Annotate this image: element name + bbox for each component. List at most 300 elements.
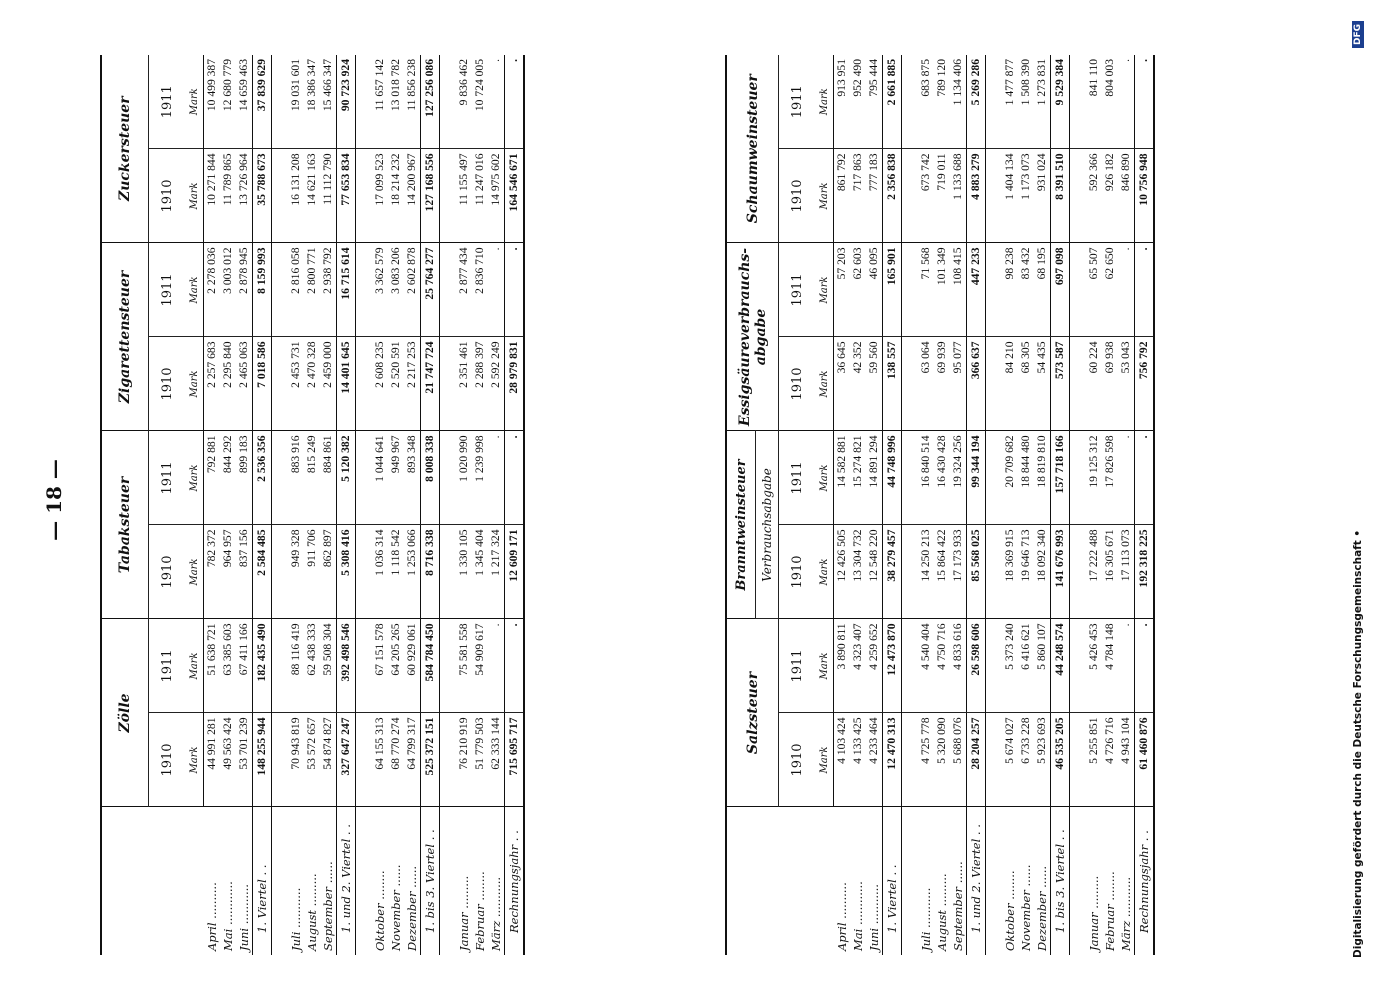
value-cell: 14 659 463 bbox=[236, 55, 253, 149]
row-label: Mai ............ bbox=[851, 881, 865, 951]
value-cell: 141 676 993 bbox=[1051, 525, 1070, 619]
subtotal-row bbox=[967, 55, 986, 955]
value-cell: 25 764 277 bbox=[421, 243, 440, 337]
value-cell: 14 250 213 bbox=[918, 525, 934, 619]
row-label: September ...... bbox=[951, 861, 965, 951]
value-cell: 12 470 313 bbox=[883, 713, 902, 807]
row-label: November ...... bbox=[389, 864, 403, 951]
value-cell: 2 470 328 bbox=[304, 337, 320, 431]
value-cell: 164 546 671 bbox=[505, 149, 525, 243]
value-cell: 804 003 bbox=[1102, 55, 1118, 149]
year-header: 1911 bbox=[149, 619, 186, 713]
row-label: 1. Viertel . . bbox=[253, 807, 272, 955]
value-cell: 8 391 510 bbox=[1051, 149, 1070, 243]
value-cell: 11 657 142 bbox=[372, 55, 388, 149]
value-cell: 98 238 bbox=[1002, 243, 1018, 337]
unit-label: Mark bbox=[185, 337, 204, 431]
value-cell: 53 701 239 bbox=[236, 713, 253, 807]
value-cell: 2 800 771 bbox=[304, 243, 320, 337]
table-row bbox=[866, 55, 883, 955]
subtotal-row bbox=[505, 55, 525, 955]
value-cell: 931 024 bbox=[1034, 149, 1051, 243]
value-cell: 85 568 025 bbox=[967, 525, 986, 619]
value-cell: 17 222 488 bbox=[1086, 525, 1102, 619]
value-cell: 2 465 063 bbox=[236, 337, 253, 431]
value-cell: 841 110 bbox=[1086, 55, 1102, 149]
row-label: Rechnungsjahr . . bbox=[1135, 807, 1155, 955]
value-cell: 792 881 bbox=[204, 431, 221, 525]
value-cell: 2 816 058 bbox=[288, 243, 304, 337]
value-cell: 138 557 bbox=[883, 337, 902, 431]
value-cell: 697 098 bbox=[1051, 243, 1070, 337]
group-header: Zigarettensteuer bbox=[101, 243, 149, 431]
year-header: 1910 bbox=[149, 713, 186, 807]
row-label: November ...... bbox=[1019, 864, 1033, 951]
value-cell: 4 233 464 bbox=[866, 713, 883, 807]
year-header: 1910 bbox=[779, 337, 816, 431]
value-cell: 1 036 314 bbox=[372, 525, 388, 619]
value-cell: 1 253 066 bbox=[404, 525, 421, 619]
table-row bbox=[934, 55, 950, 955]
value-cell: 11 856 238 bbox=[404, 55, 421, 149]
value-cell: 62 333 144 bbox=[488, 713, 505, 807]
subtotal-row bbox=[1051, 55, 1070, 955]
value-cell: 4 323 407 bbox=[850, 619, 866, 713]
value-cell: 16 131 208 bbox=[288, 149, 304, 243]
group-header-row bbox=[726, 55, 756, 955]
subtotal-row bbox=[883, 55, 902, 955]
value-cell: 11 247 016 bbox=[472, 149, 488, 243]
value-cell: 69 938 bbox=[1102, 337, 1118, 431]
unit-label: Mark bbox=[815, 337, 834, 431]
year-header: 1910 bbox=[149, 525, 186, 619]
value-cell: 4 883 279 bbox=[967, 149, 986, 243]
value-cell: 83 432 bbox=[1018, 243, 1034, 337]
row-label: Juli ........... bbox=[289, 887, 303, 951]
value-cell: 19 125 312 bbox=[1086, 431, 1102, 525]
value-cell: 46 535 205 bbox=[1051, 713, 1070, 807]
unit-label: Mark bbox=[185, 55, 204, 149]
year-header: 1911 bbox=[779, 243, 816, 337]
value-cell: 63 385 603 bbox=[220, 619, 236, 713]
value-cell: 2 278 036 bbox=[204, 243, 221, 337]
value-cell: 789 120 bbox=[934, 55, 950, 149]
table-row bbox=[304, 55, 320, 955]
value-cell: 795 444 bbox=[866, 55, 883, 149]
value-cell: 1 133 688 bbox=[950, 149, 967, 243]
table-row bbox=[850, 55, 866, 955]
value-cell: 949 328 bbox=[288, 525, 304, 619]
unit-label: Mark bbox=[815, 619, 834, 713]
value-cell: 777 183 bbox=[866, 149, 883, 243]
value-cell: 592 366 bbox=[1086, 149, 1102, 243]
value-cell: 64 155 313 bbox=[372, 713, 388, 807]
table-row bbox=[1086, 55, 1102, 955]
year-header: 1911 bbox=[779, 55, 816, 149]
stub-header bbox=[101, 807, 204, 955]
value-cell: 17 173 933 bbox=[950, 525, 967, 619]
value-cell: 26 598 606 bbox=[967, 619, 986, 713]
spacer-row bbox=[1070, 55, 1087, 955]
unit-label: Mark bbox=[815, 525, 834, 619]
value-cell: 1 273 831 bbox=[1034, 55, 1051, 149]
value-cell: 19 646 713 bbox=[1018, 525, 1034, 619]
value-cell: . bbox=[1118, 55, 1135, 149]
value-cell: 893 348 bbox=[404, 431, 421, 525]
value-cell: 65 507 bbox=[1086, 243, 1102, 337]
value-cell: 68 770 274 bbox=[388, 713, 404, 807]
group-header: Schaumweinsteuer bbox=[726, 55, 779, 243]
row-label: März ........... bbox=[489, 876, 503, 951]
value-cell: 4 750 716 bbox=[934, 619, 950, 713]
value-cell: 16 305 671 bbox=[1102, 525, 1118, 619]
unit-label: Mark bbox=[185, 431, 204, 525]
year-header: 1911 bbox=[149, 55, 186, 149]
value-cell: 3 083 206 bbox=[388, 243, 404, 337]
row-label: Januar ......... bbox=[1087, 875, 1101, 951]
year-header: 1910 bbox=[149, 149, 186, 243]
value-cell: . bbox=[488, 243, 505, 337]
unit-label: Mark bbox=[185, 713, 204, 807]
value-cell: 16 715 614 bbox=[337, 243, 356, 337]
value-cell: 1 044 641 bbox=[372, 431, 388, 525]
value-cell: 884 861 bbox=[320, 431, 337, 525]
value-cell: 12 548 220 bbox=[866, 525, 883, 619]
value-cell: 10 724 005 bbox=[472, 55, 488, 149]
value-cell: 8 008 338 bbox=[421, 431, 440, 525]
value-cell: 2 592 249 bbox=[488, 337, 505, 431]
row-label: August ......... bbox=[935, 873, 949, 951]
value-cell: 5 255 851 bbox=[1086, 713, 1102, 807]
value-cell: 44 248 574 bbox=[1051, 619, 1070, 713]
value-cell: 14 200 967 bbox=[404, 149, 421, 243]
value-cell: 5 674 027 bbox=[1002, 713, 1018, 807]
value-cell: 5 860 107 bbox=[1034, 619, 1051, 713]
value-cell: 2 536 356 bbox=[253, 431, 272, 525]
value-cell: 51 779 503 bbox=[472, 713, 488, 807]
row-label: April .......... bbox=[204, 882, 219, 951]
value-cell: 2 459 000 bbox=[320, 337, 337, 431]
value-cell: 5 308 416 bbox=[337, 525, 356, 619]
unit-label: Mark bbox=[185, 619, 204, 713]
subtotal-row bbox=[1135, 55, 1155, 955]
value-cell: 1 345 404 bbox=[472, 525, 488, 619]
value-cell: 61 460 876 bbox=[1135, 713, 1155, 807]
value-cell: 57 203 bbox=[834, 243, 851, 337]
value-cell: 715 695 717 bbox=[505, 713, 525, 807]
value-cell: 12 473 870 bbox=[883, 619, 902, 713]
row-label: Oktober ........ bbox=[1003, 870, 1017, 951]
unit-label: Mark bbox=[185, 525, 204, 619]
subtotal-row bbox=[253, 55, 272, 955]
value-cell: 4 259 652 bbox=[866, 619, 883, 713]
row-label: Februar ........ bbox=[473, 871, 487, 951]
row-label: März ........... bbox=[1119, 876, 1133, 951]
row-label: Oktober ........ bbox=[373, 870, 387, 951]
value-cell: . bbox=[1135, 55, 1155, 149]
value-cell: 75 581 558 bbox=[456, 619, 472, 713]
value-cell: 2 584 485 bbox=[253, 525, 272, 619]
value-cell: 673 742 bbox=[918, 149, 934, 243]
stub-header bbox=[726, 807, 834, 955]
value-cell: 4 726 716 bbox=[1102, 713, 1118, 807]
value-cell: 90 723 924 bbox=[337, 55, 356, 149]
value-cell: 60 929 061 bbox=[404, 619, 421, 713]
value-cell: 62 438 333 bbox=[304, 619, 320, 713]
year-header: 1911 bbox=[779, 619, 816, 713]
value-cell: 3 003 012 bbox=[220, 243, 236, 337]
value-cell: 14 621 163 bbox=[304, 149, 320, 243]
value-cell: 719 011 bbox=[934, 149, 950, 243]
value-cell: 525 372 151 bbox=[421, 713, 440, 807]
table-row bbox=[236, 55, 253, 955]
value-cell: 59 560 bbox=[866, 337, 883, 431]
row-label: April .......... bbox=[834, 882, 849, 951]
spacer-row bbox=[902, 55, 919, 955]
sub-header: Verbrauchsabgabe bbox=[756, 431, 779, 619]
value-cell: 2 288 397 bbox=[472, 337, 488, 431]
value-cell: 5 373 240 bbox=[1002, 619, 1018, 713]
value-cell: 4 540 404 bbox=[918, 619, 934, 713]
value-cell: 3 362 579 bbox=[372, 243, 388, 337]
value-cell: 1 020 990 bbox=[456, 431, 472, 525]
value-cell: 59 508 304 bbox=[320, 619, 337, 713]
value-cell: 37 839 629 bbox=[253, 55, 272, 149]
value-cell: 11 155 497 bbox=[456, 149, 472, 243]
value-cell: . bbox=[1118, 619, 1135, 713]
table-row bbox=[1118, 55, 1135, 955]
year-header: 1911 bbox=[779, 431, 816, 525]
spacer-row bbox=[986, 55, 1003, 955]
unit-label: Mark bbox=[185, 149, 204, 243]
value-cell: 815 249 bbox=[304, 431, 320, 525]
unit-label: Mark bbox=[815, 431, 834, 525]
value-cell: 756 792 bbox=[1135, 337, 1155, 431]
table-row bbox=[1002, 55, 1018, 955]
row-label: 1. und 2. Viertel . . bbox=[967, 807, 986, 955]
value-cell: 99 344 194 bbox=[967, 431, 986, 525]
value-cell: 62 650 bbox=[1102, 243, 1118, 337]
row-label: Dezember ...... bbox=[405, 865, 419, 951]
unit-label: Mark bbox=[185, 243, 204, 337]
value-cell: 18 369 915 bbox=[1002, 525, 1018, 619]
value-cell: 88 116 419 bbox=[288, 619, 304, 713]
value-cell: 573 587 bbox=[1051, 337, 1070, 431]
value-cell: 952 490 bbox=[850, 55, 866, 149]
value-cell: . bbox=[1135, 431, 1155, 525]
value-cell: 899 183 bbox=[236, 431, 253, 525]
value-cell: 70 943 819 bbox=[288, 713, 304, 807]
table-row bbox=[388, 55, 404, 955]
table-row bbox=[288, 55, 304, 955]
value-cell: 54 909 617 bbox=[472, 619, 488, 713]
value-cell: 95 077 bbox=[950, 337, 967, 431]
spacer-row bbox=[440, 55, 457, 955]
value-cell: 165 901 bbox=[883, 243, 902, 337]
value-cell: 18 092 340 bbox=[1034, 525, 1051, 619]
table-row bbox=[456, 55, 472, 955]
table-row bbox=[834, 55, 851, 955]
value-cell: 8 716 338 bbox=[421, 525, 440, 619]
value-cell: 2 356 838 bbox=[883, 149, 902, 243]
group-header-row bbox=[101, 55, 149, 955]
value-cell: 76 210 919 bbox=[456, 713, 472, 807]
value-cell: 1 173 073 bbox=[1018, 149, 1034, 243]
value-cell: 62 603 bbox=[850, 243, 866, 337]
value-cell: . bbox=[488, 619, 505, 713]
page-number: — 18 — bbox=[42, 459, 66, 541]
value-cell: 926 182 bbox=[1102, 149, 1118, 243]
value-cell: 11 789 865 bbox=[220, 149, 236, 243]
value-cell: 13 018 782 bbox=[388, 55, 404, 149]
value-cell: 12 609 171 bbox=[505, 525, 525, 619]
table-row bbox=[488, 55, 505, 955]
value-cell: 68 305 bbox=[1018, 337, 1034, 431]
group-header: Zölle bbox=[101, 619, 149, 807]
value-cell: 44 748 996 bbox=[883, 431, 902, 525]
row-label: Juni ........... bbox=[867, 884, 881, 951]
value-cell: 17 826 598 bbox=[1102, 431, 1118, 525]
value-cell: 861 792 bbox=[834, 149, 851, 243]
value-cell: 15 864 422 bbox=[934, 525, 950, 619]
table-row bbox=[372, 55, 388, 955]
value-cell: 28 979 831 bbox=[505, 337, 525, 431]
value-cell: 182 435 490 bbox=[253, 619, 272, 713]
row-label: Juni ........... bbox=[237, 884, 251, 951]
value-cell: 327 647 247 bbox=[337, 713, 356, 807]
value-cell: 63 064 bbox=[918, 337, 934, 431]
row-label: September ...... bbox=[321, 861, 335, 951]
value-cell: 18 214 232 bbox=[388, 149, 404, 243]
value-cell: 5 923 693 bbox=[1034, 713, 1051, 807]
value-cell: 4 725 778 bbox=[918, 713, 934, 807]
value-cell: 10 271 844 bbox=[204, 149, 221, 243]
value-cell: 1 508 390 bbox=[1018, 55, 1034, 149]
value-cell: 782 372 bbox=[204, 525, 221, 619]
value-cell: 1 404 134 bbox=[1002, 149, 1018, 243]
value-cell: 71 568 bbox=[918, 243, 934, 337]
value-cell: . bbox=[505, 55, 525, 149]
value-cell: 20 709 682 bbox=[1002, 431, 1018, 525]
value-cell: 683 875 bbox=[918, 55, 934, 149]
value-cell: 2 257 683 bbox=[204, 337, 221, 431]
value-cell: 10 499 387 bbox=[204, 55, 221, 149]
value-cell: 10 756 948 bbox=[1135, 149, 1155, 243]
table-row bbox=[1034, 55, 1051, 955]
value-cell: 60 224 bbox=[1086, 337, 1102, 431]
value-cell: 447 233 bbox=[967, 243, 986, 337]
value-cell: 18 844 480 bbox=[1018, 431, 1034, 525]
value-cell: 4 133 425 bbox=[850, 713, 866, 807]
value-cell: 15 466 347 bbox=[320, 55, 337, 149]
value-cell: 14 975 602 bbox=[488, 149, 505, 243]
value-cell: 1 239 998 bbox=[472, 431, 488, 525]
year-header: 1910 bbox=[149, 337, 186, 431]
value-cell: 5 120 382 bbox=[337, 431, 356, 525]
value-cell: . bbox=[505, 431, 525, 525]
subtotal-row bbox=[337, 55, 356, 955]
table-row bbox=[1018, 55, 1034, 955]
value-cell: 127 256 086 bbox=[421, 55, 440, 149]
value-cell: 584 784 450 bbox=[421, 619, 440, 713]
value-cell: 14 582 881 bbox=[834, 431, 851, 525]
value-cell: 9 836 462 bbox=[456, 55, 472, 149]
value-cell: 949 967 bbox=[388, 431, 404, 525]
value-cell: . bbox=[488, 431, 505, 525]
value-cell: 64 799 317 bbox=[404, 713, 421, 807]
row-label: 1. Viertel . . bbox=[883, 807, 902, 955]
table-row bbox=[918, 55, 934, 955]
value-cell: 4 833 616 bbox=[950, 619, 967, 713]
spacer-row bbox=[356, 55, 373, 955]
table-row bbox=[950, 55, 967, 955]
value-cell: 42 352 bbox=[850, 337, 866, 431]
value-cell: 2 836 710 bbox=[472, 243, 488, 337]
value-cell: 2 877 434 bbox=[456, 243, 472, 337]
group-header: Salzsteuer bbox=[726, 619, 779, 807]
table-row bbox=[404, 55, 421, 955]
value-cell: 12 426 505 bbox=[834, 525, 851, 619]
value-cell: 837 156 bbox=[236, 525, 253, 619]
row-label: Januar ......... bbox=[457, 875, 471, 951]
value-cell: 2 661 885 bbox=[883, 55, 902, 149]
value-cell: 9 529 384 bbox=[1051, 55, 1070, 149]
row-label: Rechnungsjahr . . bbox=[505, 807, 525, 955]
value-cell: 13 304 732 bbox=[850, 525, 866, 619]
value-cell: 28 204 257 bbox=[967, 713, 986, 807]
value-cell: 19 031 601 bbox=[288, 55, 304, 149]
value-cell: 913 951 bbox=[834, 55, 851, 149]
value-cell: 12 680 779 bbox=[220, 55, 236, 149]
group-header: Essigsäureverbrauchs-abgabe bbox=[726, 243, 779, 431]
value-cell: 21 747 724 bbox=[421, 337, 440, 431]
value-cell: 1 477 877 bbox=[1002, 55, 1018, 149]
value-cell: 6 733 228 bbox=[1018, 713, 1034, 807]
value-cell: . bbox=[505, 243, 525, 337]
value-cell: 2 217 253 bbox=[404, 337, 421, 431]
unit-label: Mark bbox=[815, 713, 834, 807]
value-cell: 7 018 586 bbox=[253, 337, 272, 431]
table-row bbox=[204, 55, 221, 955]
value-cell: 17 113 073 bbox=[1118, 525, 1135, 619]
value-cell: 44 991 281 bbox=[204, 713, 221, 807]
group-header: Branntweinsteuer bbox=[726, 431, 756, 619]
value-cell: 35 788 673 bbox=[253, 149, 272, 243]
value-cell: 2 520 591 bbox=[388, 337, 404, 431]
value-cell: 84 210 bbox=[1002, 337, 1018, 431]
value-cell: 911 706 bbox=[304, 525, 320, 619]
subtotal-row bbox=[421, 55, 440, 955]
value-cell: 2 608 235 bbox=[372, 337, 388, 431]
spacer-row bbox=[272, 55, 289, 955]
value-cell: 717 863 bbox=[850, 149, 866, 243]
value-cell: 883 916 bbox=[288, 431, 304, 525]
value-cell: 64 205 265 bbox=[388, 619, 404, 713]
unit-label: Mark bbox=[815, 149, 834, 243]
value-cell: 15 274 821 bbox=[850, 431, 866, 525]
row-label: Juli ........... bbox=[919, 887, 933, 951]
value-cell: 11 112 790 bbox=[320, 149, 337, 243]
row-label: 1. bis 3. Viertel . . bbox=[421, 807, 440, 955]
value-cell: 13 726 964 bbox=[236, 149, 253, 243]
value-cell: 1 134 406 bbox=[950, 55, 967, 149]
revenue-table-top bbox=[100, 55, 525, 955]
value-cell: 4 103 424 bbox=[834, 713, 851, 807]
value-cell: 192 318 225 bbox=[1135, 525, 1155, 619]
table-row bbox=[320, 55, 337, 955]
value-cell: 5 320 090 bbox=[934, 713, 950, 807]
value-cell: 846 890 bbox=[1118, 149, 1135, 243]
